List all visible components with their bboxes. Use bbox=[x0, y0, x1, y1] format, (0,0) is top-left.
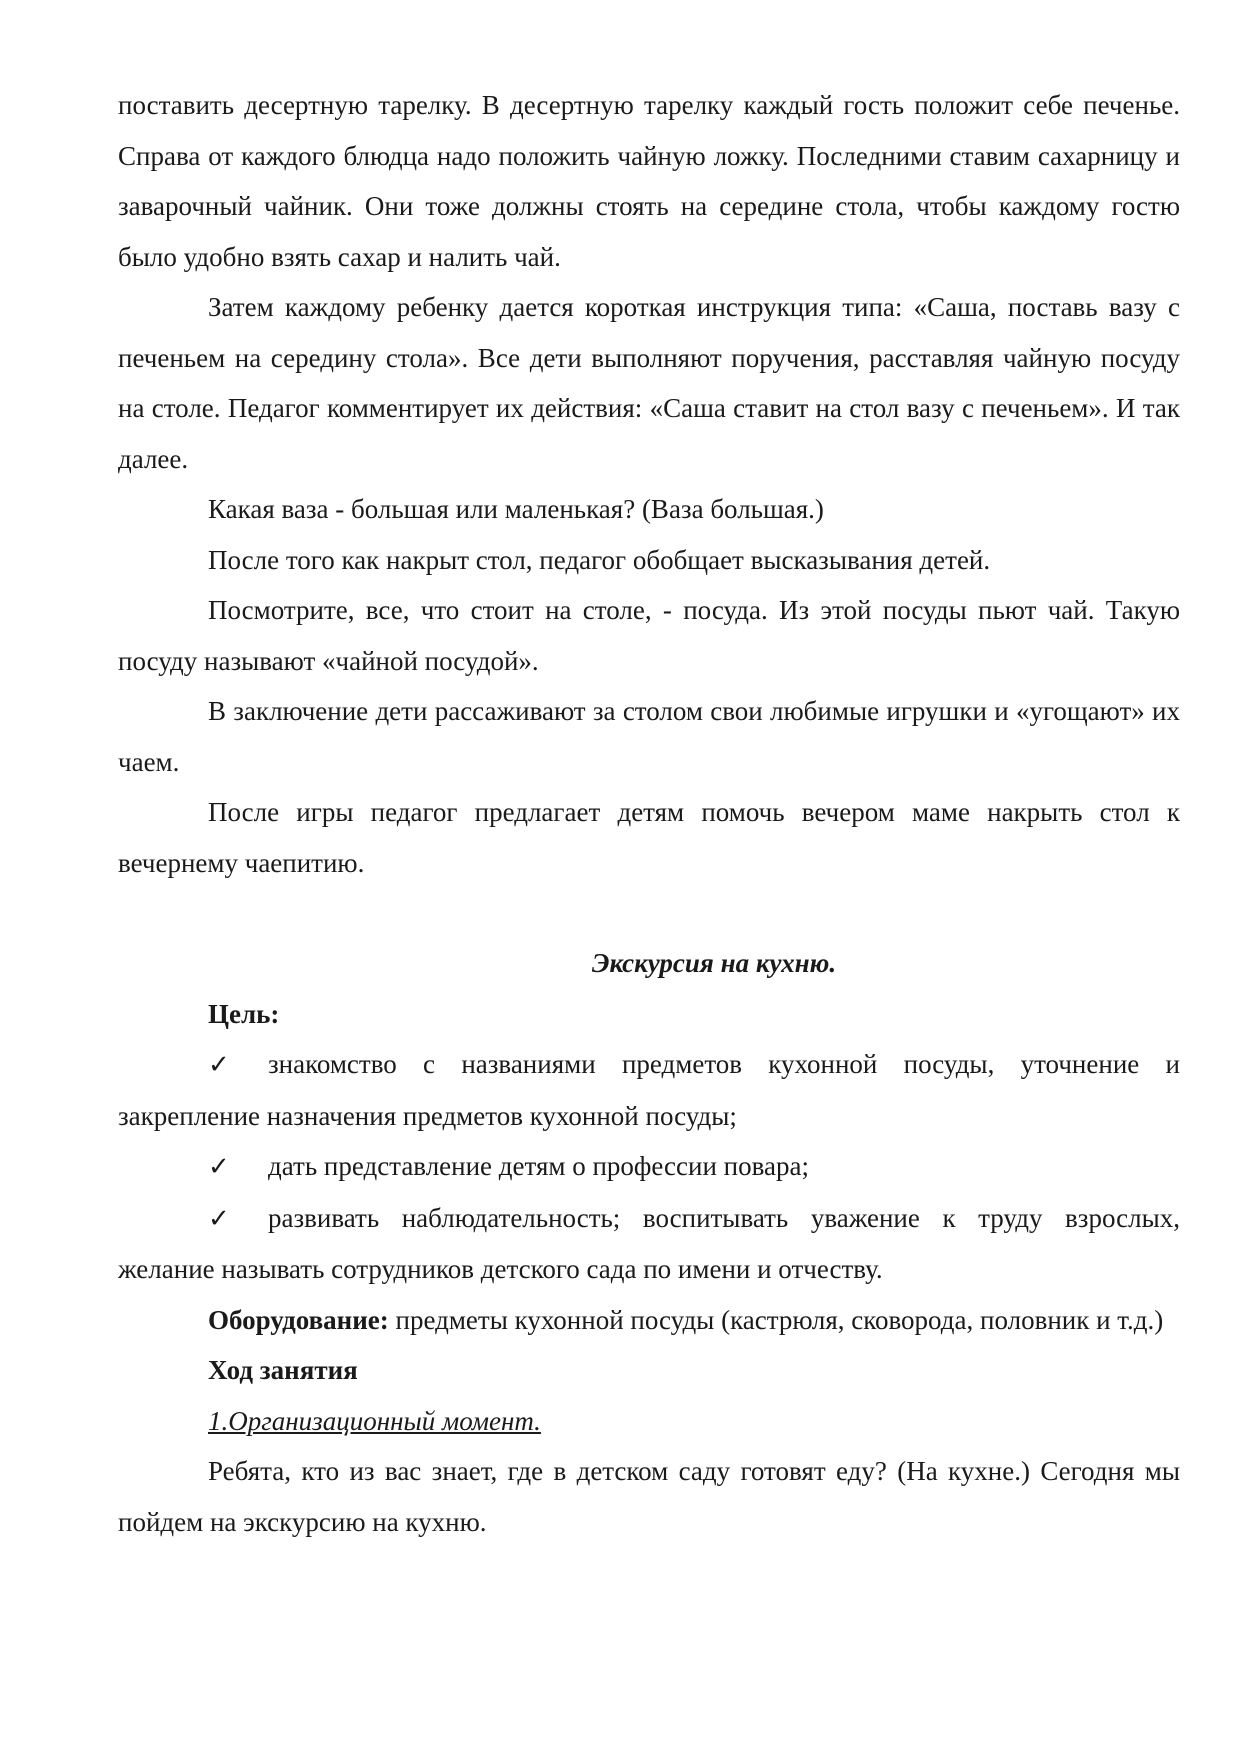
paragraph-tea-dishes: Посмотрите, все, что стоит на столе, - посуда. Из этой посуды пьют чай. Такую посуду называют «чайной посудой». bbox=[118, 595, 1180, 676]
goal-item bbox=[118, 1193, 1180, 1295]
checkmark-icon: ✓ bbox=[208, 1152, 230, 1182]
equipment-text: предметы кухонной посуды (кастрюля, сковорода, половник и т.д.) bbox=[388, 1304, 1164, 1335]
subsection-title: 1.Организационный момент. bbox=[208, 1405, 541, 1436]
course-label: Ход занятия bbox=[208, 1355, 358, 1385]
paragraph-summary: После того как накрыт стол, педагог обобщает высказывания детей. bbox=[208, 544, 991, 575]
paragraph-instructions: Затем каждому ребенку дается короткая инструкция типа: «Саша, поставь вазу с печеньем на середину стола». Все дети выполняют поручения, расставляя чайную посуду на столе. Педагог комментирует их действия: «Саша ставит на стол вазу с печеньем». И так далее. bbox=[118, 292, 1180, 474]
equipment-label: Оборудование: bbox=[208, 1304, 389, 1335]
paragraph-conclusion: В заключение дети рассаживают за столом свои любимые игрушки и «угощают» их чаем. bbox=[118, 696, 1180, 777]
goal-label: Цель: bbox=[208, 998, 280, 1029]
paragraph-kitchen-intro: Ребята, кто из вас знает, где в детском саду готовят еду? (На кухне.) Сегодня мы пойдем на экскурсию на кухню. bbox=[118, 1456, 1180, 1537]
document-page bbox=[118, 80, 1180, 1547]
goal-item-text: знакомство с названиями предметов кухонной посуды, уточнение и закрепление назначения предметов кухонной посуды; bbox=[118, 1049, 1180, 1131]
checkmark-icon: ✓ bbox=[208, 1203, 230, 1234]
goal-item bbox=[118, 1039, 1180, 1141]
paragraph-question: Какая ваза - большая или маленькая? (Ваза большая.) bbox=[208, 494, 824, 524]
paragraph-table-setting: поставить десертную тарелку. В десертную тарелку каждый гость положит себе печенье. Справа от каждого блюдца надо положить чайную ложку. Последними ставим сахарницу и заварочный чайник. Они тоже должны стоять на середине стола, чтобы каждому гостю было удобно взять сахар и налить чай. bbox=[118, 90, 1180, 272]
checkmark-icon: ✓ bbox=[208, 1050, 230, 1080]
paragraph-after-game: После игры педагог предлагает детям помочь вечером маме накрыть стол к вечернему чаепитию. bbox=[118, 797, 1180, 878]
equipment-paragraph bbox=[118, 1295, 1180, 1346]
goal-item bbox=[118, 1141, 1180, 1193]
goal-item-text: развивать наблюдательность; воспитывать уважение к труду взрослых, желание называть сотрудников детского сада по имени и отчеству. bbox=[118, 1202, 1180, 1284]
section-title: Экскурсия на кухню. bbox=[591, 948, 837, 978]
goal-item-text: дать представление детям о профессии повара; bbox=[268, 1151, 809, 1181]
